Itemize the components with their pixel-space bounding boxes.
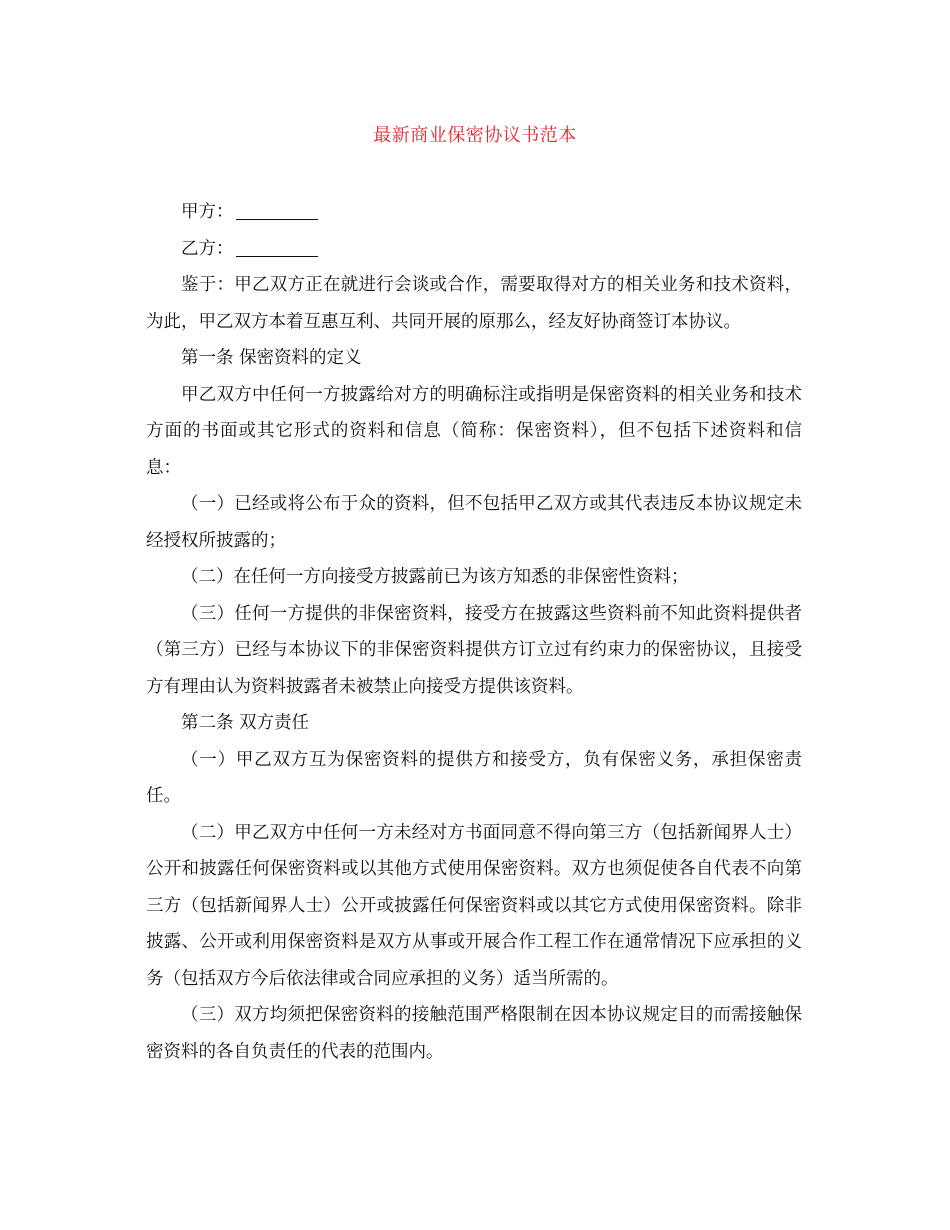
article-1-item-1: （一）已经或将公布于众的资料，但不包括甲乙双方或其代表违反本协议规定未经授权所披露的； <box>146 494 802 551</box>
party-b-label: 乙方： <box>181 238 234 259</box>
document-body <box>146 194 802 1070</box>
party-a-label: 甲方： <box>181 202 234 222</box>
preamble-paragraph: 鉴于：甲乙双方正在就进行会谈或合作，需要取得对方的相关业务和技术资料，为此，甲乙双方本着互惠互利、共同开展的原那么，经友好协商签订本协议。 <box>146 275 802 332</box>
article-2-item-3: （三）双方均须把保密资料的接触范围严格限制在因本协议规定目的而需接触保密资料的各自负责任的代表的范围内。 <box>146 1005 802 1062</box>
article-1-heading: 第一条 保密资料的定义 <box>181 348 362 368</box>
article-1-item-2: （二）在任何一方向接受方披露前已为该方知悉的非保密性资料； <box>181 567 689 587</box>
article-1-definition: 甲乙双方中任何一方披露给对方的明确标注或指明是保密资料的相关业务和技术方面的书面或其它形式的资料和信息（简称：保密资料），但不包括下述资料和信息： <box>146 384 802 478</box>
party-a-blank <box>236 218 318 220</box>
article-2-item-1: （一）甲乙双方互为保密资料的提供方和接受方，负有保密义务，承担保密责任。 <box>146 749 802 806</box>
article-2-item-2: （二）甲乙双方中任何一方未经对方书面同意不得向第三方（包括新闻界人士）公开和披露任何保密资料或以其他方式使用保密资料。双方也须促使各自代表不向第三方（包括新闻界人士）公开或披露任何保密资料或以其它方式使用保密资料。除非披露、公开或利用保密资料是双方从事或开展合作工程工作在通常情况下应承担的义务（包括双方今后依法律或合同应承担的义务）适当所需的。 <box>146 822 802 989</box>
article-1-item-3: （三）任何一方提供的非保密资料，接受方在披露这些资料前不知此资料提供者（第三方）已经与本协议下的非保密资料提供方订立过有约束力的保密协议，且接受方有理由认为资料披露者未被禁止向接受方提供该资料。 <box>146 603 802 697</box>
document-title: 最新商业保密协议书范本 <box>373 125 577 146</box>
article-2-heading: 第二条 双方责任 <box>181 713 310 733</box>
party-b-line <box>146 231 802 268</box>
party-b-blank <box>236 255 318 257</box>
party-a-line <box>146 194 802 231</box>
